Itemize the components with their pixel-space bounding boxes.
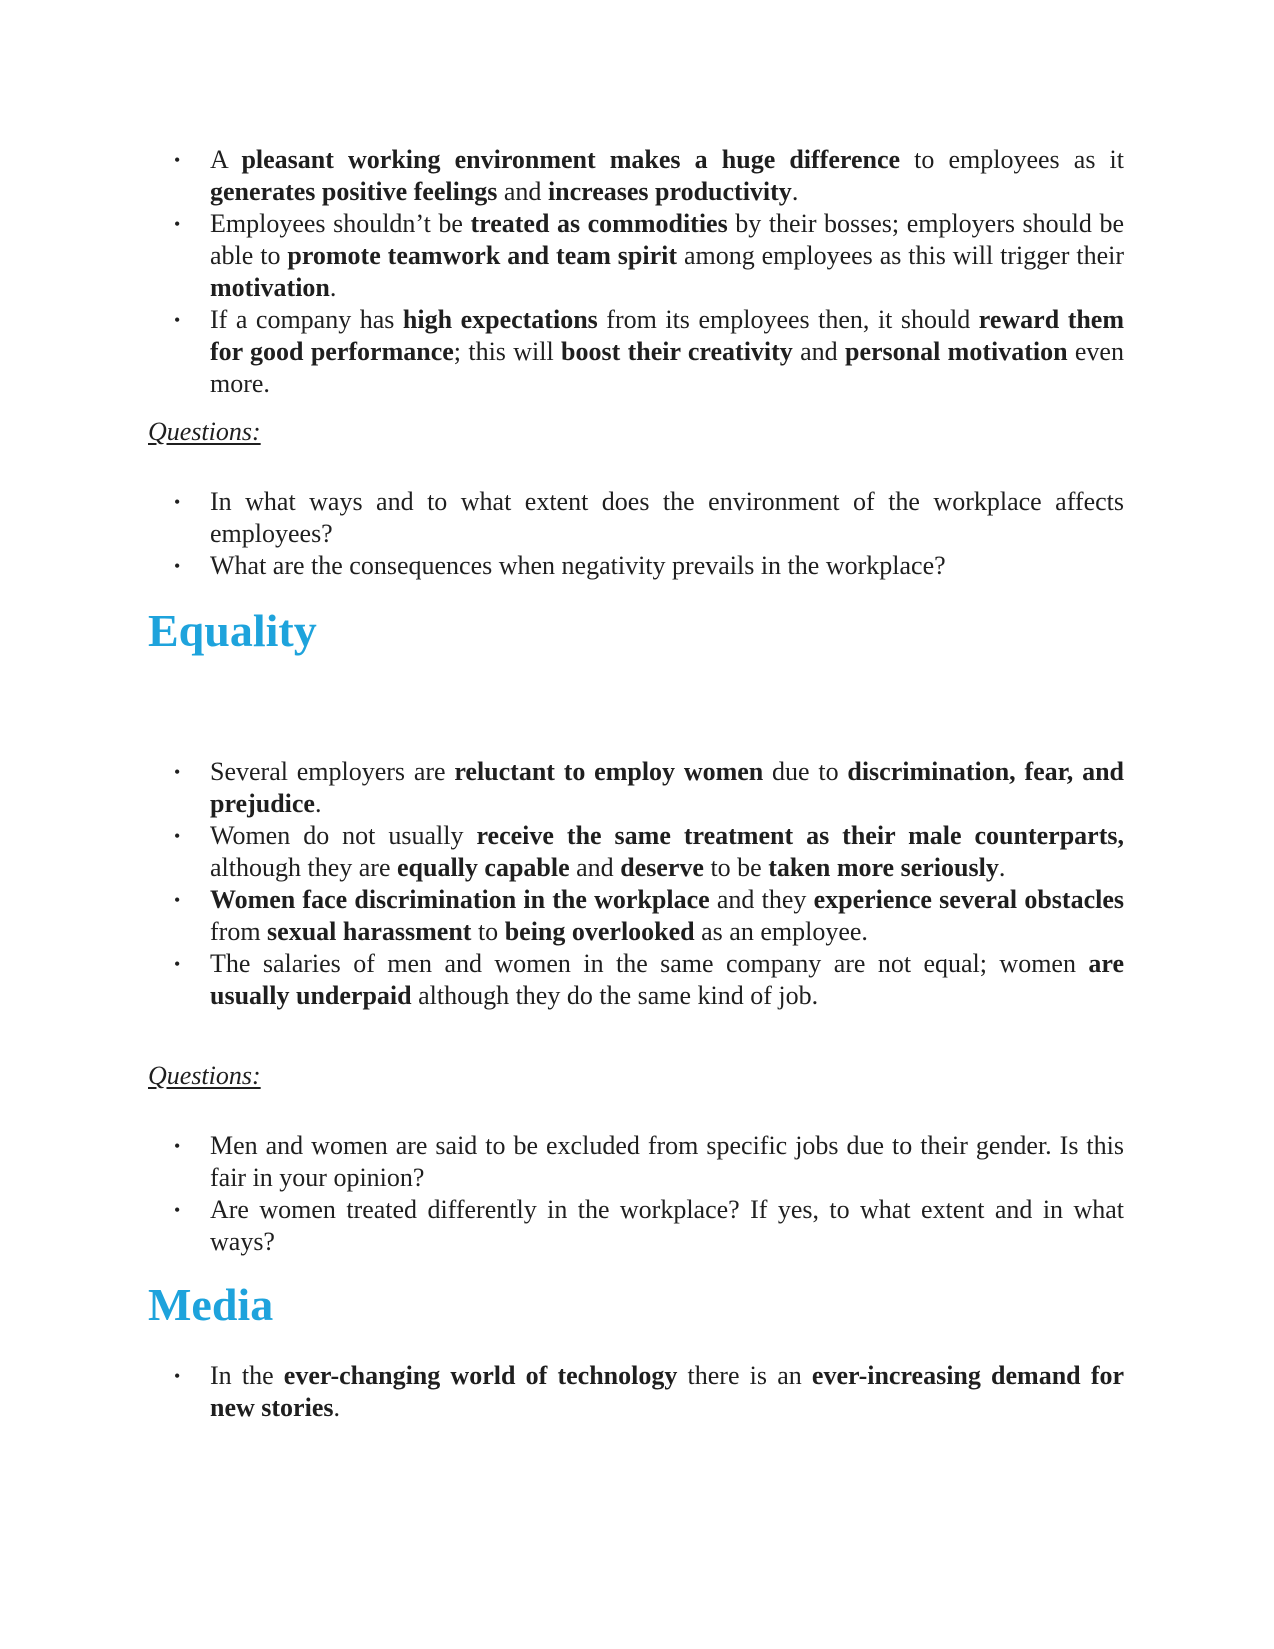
bold-phrase: deserve [620, 853, 704, 882]
bullet-item [148, 756, 1124, 820]
bullet-icon: • [174, 492, 181, 512]
text-run: ; this will [453, 337, 562, 366]
equality-questions-container [148, 1130, 1124, 1258]
question-item [148, 550, 1124, 582]
text-run: . [329, 273, 337, 302]
question-item [148, 1194, 1124, 1258]
text-run: due to [763, 757, 848, 786]
bullet-item [148, 1360, 1124, 1424]
bullet-icon: • [174, 556, 181, 576]
bold-phrase: sexual harassment [267, 917, 472, 946]
bullet-icon: • [174, 826, 181, 846]
text-run: as an employee. [694, 917, 868, 946]
bullet-item [148, 208, 1124, 304]
text-run: Women do not usually [210, 821, 477, 850]
text-run: and they [709, 885, 814, 914]
text-run: The salaries of men and women in the same company are not equal; women [210, 949, 1089, 978]
workplace-bullet-list [148, 144, 1124, 400]
bullet-item [148, 948, 1124, 1012]
bold-phrase: motivation [210, 273, 330, 302]
text-run: from its employees then, it should [597, 305, 979, 334]
bold-phrase: reward them for good performance [210, 305, 1125, 366]
questions-label: Questions: [148, 1061, 261, 1090]
text-run: and [792, 337, 845, 366]
bullet-icon: • [174, 890, 181, 910]
bold-phrase: generates positive feelings [210, 177, 498, 206]
text-run: to [471, 917, 505, 946]
text-run: . [791, 177, 799, 206]
equality-bullet-list [148, 756, 1124, 1012]
bullet-item [148, 304, 1124, 400]
bullet-icon: • [174, 150, 181, 170]
bold-phrase: receive the same treatment as their male counterparts, [476, 821, 1124, 850]
bullet-icon: • [174, 762, 181, 782]
text-run: and [497, 177, 548, 206]
questions-label: Questions: [148, 417, 261, 446]
text-run: among employees as this will trigger their [677, 241, 1124, 270]
bullet-icon: • [174, 954, 181, 974]
text-run: Employees shouldn’t be [210, 209, 471, 238]
media-bullet-list-container [148, 1360, 1124, 1424]
text-run: In the [210, 1361, 284, 1390]
text-run: there is an [677, 1361, 812, 1390]
bold-phrase: Women face discrimination in the workplace [210, 885, 710, 914]
bullet-item [148, 820, 1124, 884]
bullet-icon: • [174, 214, 181, 234]
bullet-icon: • [174, 1136, 181, 1156]
text-run: from [210, 917, 268, 946]
text-run: to be [703, 853, 769, 882]
media-bullet-list [148, 1360, 1124, 1424]
text-run: A [210, 145, 242, 174]
text-run: although they are [210, 853, 397, 882]
bullet-icon: • [174, 310, 181, 330]
text-run: to employees as it [900, 145, 1125, 174]
bullet-item [148, 884, 1124, 948]
bullet-item [148, 144, 1124, 208]
text-run: although they do the same kind of job. [411, 981, 819, 1010]
bold-phrase: being overlooked [504, 917, 695, 946]
bold-phrase: equally capable [397, 853, 570, 882]
question-text: In what ways and to what extent does the environment of the workplace affects employees? [210, 487, 1124, 548]
section-heading-equality: Equality [148, 605, 317, 656]
text-run: . [314, 789, 322, 818]
text-run: . [333, 1393, 340, 1422]
bold-phrase: treated as commodities [470, 209, 728, 238]
bold-phrase: ever-increasing demand for new stories [210, 1361, 1125, 1422]
text-run: and [569, 853, 621, 882]
text-run: If a company has [210, 305, 403, 334]
workplace-bullet-list-container [148, 144, 1124, 400]
bold-phrase: taken more seriously [768, 853, 999, 882]
bold-phrase: pleasant working environment makes a huge difference [241, 145, 901, 174]
bold-phrase: personal motivation [845, 337, 1068, 366]
bold-phrase: boost their creativity [561, 337, 793, 366]
bold-phrase: experience several obstacles [813, 885, 1124, 914]
bold-phrase: high expectations [402, 305, 598, 334]
question-text: Men and women are said to be excluded from specific jobs due to their gender. Is this fair in your opinion? [210, 1131, 1124, 1192]
bold-phrase: ever-changing world of technology [283, 1361, 678, 1390]
question-item [148, 486, 1124, 550]
question-text: What are the consequences when negativity prevails in the workplace? [210, 551, 946, 580]
workplace-questions-container [148, 486, 1124, 582]
equality-bullet-list-container [148, 756, 1124, 1012]
text-run: . [998, 853, 1006, 882]
bullet-icon: • [174, 1366, 181, 1386]
equality-questions-list [148, 1130, 1124, 1258]
text-run: Several employers are [210, 757, 455, 786]
bold-phrase: discrimination, fear, and prejudice [210, 757, 1124, 818]
section-heading-media: Media [148, 1279, 274, 1330]
text-run: by their bosses; employers should be able to [210, 209, 1124, 270]
text-run: even more. [210, 337, 1124, 398]
question-item [148, 1130, 1124, 1194]
bold-phrase: are usually underpaid [210, 949, 1124, 1010]
question-text: Are women treated differently in the workplace? If yes, to what extent and in what ways? [210, 1195, 1124, 1256]
bold-phrase: promote teamwork and team spirit [287, 241, 678, 270]
bullet-icon: • [174, 1200, 181, 1220]
bold-phrase: reluctant to employ women [454, 757, 764, 786]
workplace-questions-list [148, 486, 1124, 582]
bold-phrase: increases productivity [547, 177, 792, 206]
